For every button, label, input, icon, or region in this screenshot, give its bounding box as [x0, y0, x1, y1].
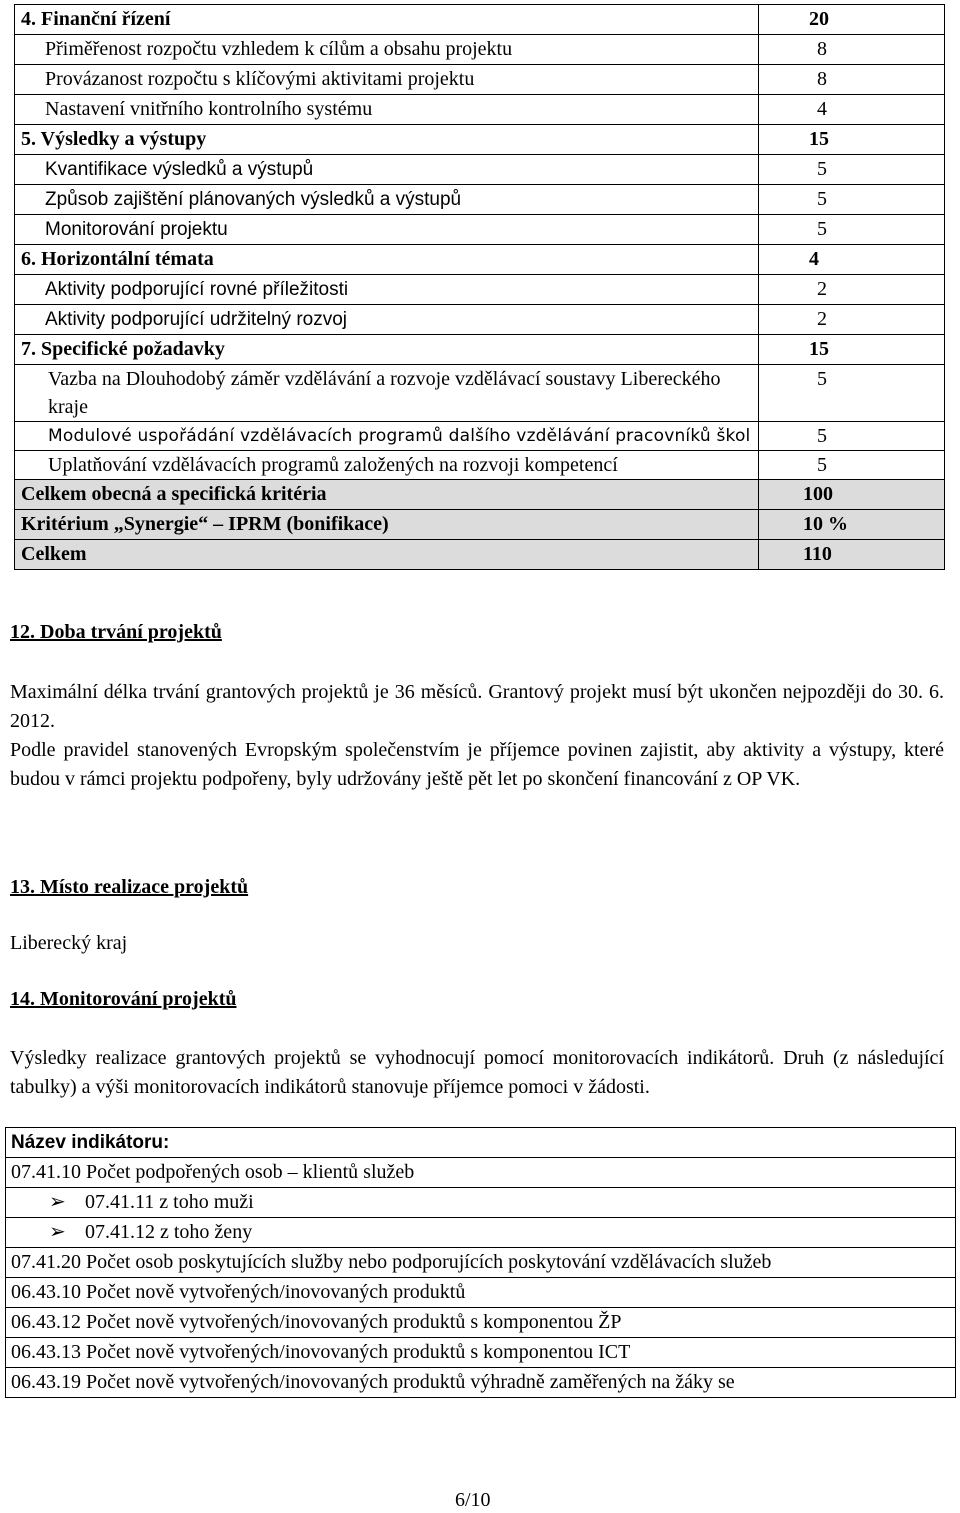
criteria-row: [15, 510, 945, 540]
indicator-row: [6, 1248, 956, 1278]
criteria-row: [15, 155, 945, 185]
arrow-bullet-icon: ➢: [49, 1191, 66, 1213]
criteria-label: Monitorování projektu: [15, 215, 759, 245]
indicator-text: 06.43.12 Počet nově vytvořených/inovovaných produktů s komponentou ŽP: [11, 1311, 622, 1333]
criteria-label: Aktivity podporující rovné příležitosti: [15, 275, 759, 305]
criteria-points: 5: [759, 422, 945, 451]
indicator-cell: [6, 1158, 956, 1188]
section-13-heading: 13. Místo realizace projektů: [10, 876, 249, 898]
criteria-row: [15, 422, 945, 451]
criteria-label: Kritérium „Synergie“ – IPRM (bonifikace): [15, 510, 759, 540]
criteria-row: [15, 335, 945, 365]
criteria-row: [15, 95, 945, 125]
indicator-row: [6, 1158, 956, 1188]
indicator-header-row: [6, 1128, 956, 1158]
criteria-points: 5: [759, 365, 945, 422]
criteria-points: 8: [759, 35, 945, 65]
criteria-row: [15, 540, 945, 570]
criteria-row: [15, 245, 945, 275]
criteria-points: 10 %: [759, 510, 945, 540]
indicator-row: [6, 1308, 956, 1338]
indicator-cell: [6, 1188, 956, 1218]
criteria-label: Vazba na Dlouhodobý záměr vzdělávání a rozvoje vzdělávací soustavy Libereckého kraje: [15, 365, 759, 422]
section-12-paragraph-2: Podle pravidel stanovených Evropským společenstvím je příjemce povinen zajistit, aby aktivity a výstupy, které budou v rámci projektu podpořeny, byly udržovány ještě pět let po skončení financování z OP VK.: [10, 739, 944, 790]
indicator-row: [6, 1218, 956, 1248]
criteria-table: [14, 4, 945, 570]
indicator-text: 07.41.20 Počet osob poskytujících služby nebo podporujících poskytování vzdělávacích služeb: [11, 1251, 772, 1273]
criteria-points: 100: [759, 480, 945, 510]
section-14-paragraph: Výsledky realizace grantových projektů se vyhodnocují pomocí monitorovacích indikátorů. Druh (z následující tabulky) a výši monitorovacích indikátorů stanovuje příjemce pomoci v žádosti.: [10, 1047, 944, 1098]
criteria-points: 5: [759, 451, 945, 480]
arrow-bullet-icon: ➢: [49, 1221, 66, 1243]
criteria-row: [15, 365, 945, 422]
criteria-label: Celkem: [15, 540, 759, 570]
criteria-row: [15, 125, 945, 155]
criteria-label: Modulové uspořádání vzdělávacích programů dalšího vzdělávání pracovníků škol: [15, 422, 759, 451]
criteria-points: 110: [759, 540, 945, 570]
criteria-label: Aktivity podporující udržitelný rozvoj: [15, 305, 759, 335]
indicator-cell: [6, 1218, 956, 1248]
criteria-points: 8: [759, 65, 945, 95]
page-number: 6/10: [455, 1489, 491, 1511]
criteria-row: [15, 480, 945, 510]
criteria-row: [15, 215, 945, 245]
indicator-cell: [6, 1338, 956, 1368]
criteria-row: [15, 5, 945, 35]
section-12-heading: 12. Doba trvání projektů: [10, 621, 222, 643]
indicator-text: 07.41.11 z toho muži: [85, 1191, 254, 1213]
criteria-row: [15, 35, 945, 65]
indicator-text: 06.43.13 Počet nově vytvořených/inovovaných produktů s komponentou ICT: [11, 1341, 631, 1363]
criteria-points: 20: [759, 5, 945, 35]
criteria-points: 15: [759, 125, 945, 155]
criteria-points: 2: [759, 305, 945, 335]
criteria-points: 5: [759, 155, 945, 185]
criteria-points: 5: [759, 185, 945, 215]
indicator-text: 06.43.10 Počet nově vytvořených/inovovaných produktů: [11, 1281, 466, 1303]
criteria-label: Nastavení vnitřního kontrolního systému: [15, 95, 759, 125]
indicator-row: [6, 1278, 956, 1308]
indicator-cell: [6, 1368, 956, 1398]
criteria-points: 15: [759, 335, 945, 365]
section-14-heading: 14. Monitorování projektů: [10, 988, 237, 1010]
criteria-label: Provázanost rozpočtu s klíčovými aktivitami projektu: [15, 65, 759, 95]
criteria-row: [15, 185, 945, 215]
criteria-row: [15, 65, 945, 95]
indicator-cell: [6, 1308, 956, 1338]
section-12-paragraph-1: Maximální délka trvání grantových projektů je 36 měsíců. Grantový projekt musí být ukončen nejpozději do 30. 6. 2012.: [10, 681, 944, 732]
criteria-label: 5. Výsledky a výstupy: [15, 125, 759, 155]
criteria-label: Uplatňování vzdělávacích programů založených na rozvoji kompetencí: [15, 451, 759, 480]
indicator-table: [5, 1127, 956, 1398]
indicator-text: 07.41.10 Počet podpořených osob – klientů služeb: [11, 1161, 415, 1183]
indicator-row: [6, 1368, 956, 1398]
criteria-label: 6. Horizontální témata: [15, 245, 759, 275]
section-13-text: Liberecký kraj: [10, 932, 128, 954]
criteria-points: 2: [759, 275, 945, 305]
criteria-row: [15, 451, 945, 480]
criteria-row: [15, 305, 945, 335]
criteria-label: Kvantifikace výsledků a výstupů: [15, 155, 759, 185]
indicator-cell: [6, 1248, 956, 1278]
criteria-label: 4. Finanční řízení: [15, 5, 759, 35]
indicator-cell: [6, 1278, 956, 1308]
indicator-text: 07.41.12 z toho ženy: [85, 1221, 253, 1243]
criteria-label: Způsob zajištění plánovaných výsledků a výstupů: [15, 185, 759, 215]
criteria-row: [15, 275, 945, 305]
indicator-header: Název indikátoru:: [6, 1128, 956, 1158]
indicator-text: 06.43.19 Počet nově vytvořených/inovovaných produktů výhradně zaměřených na žáky se: [11, 1371, 735, 1393]
indicator-row: [6, 1338, 956, 1368]
criteria-label: Přiměřenost rozpočtu vzhledem k cílům a obsahu projektu: [15, 35, 759, 65]
indicator-row: [6, 1188, 956, 1218]
criteria-points: 4: [759, 95, 945, 125]
criteria-points: 4: [759, 245, 945, 275]
criteria-points: 5: [759, 215, 945, 245]
criteria-label: 7. Specifické požadavky: [15, 335, 759, 365]
criteria-label: Celkem obecná a specifická kritéria: [15, 480, 759, 510]
